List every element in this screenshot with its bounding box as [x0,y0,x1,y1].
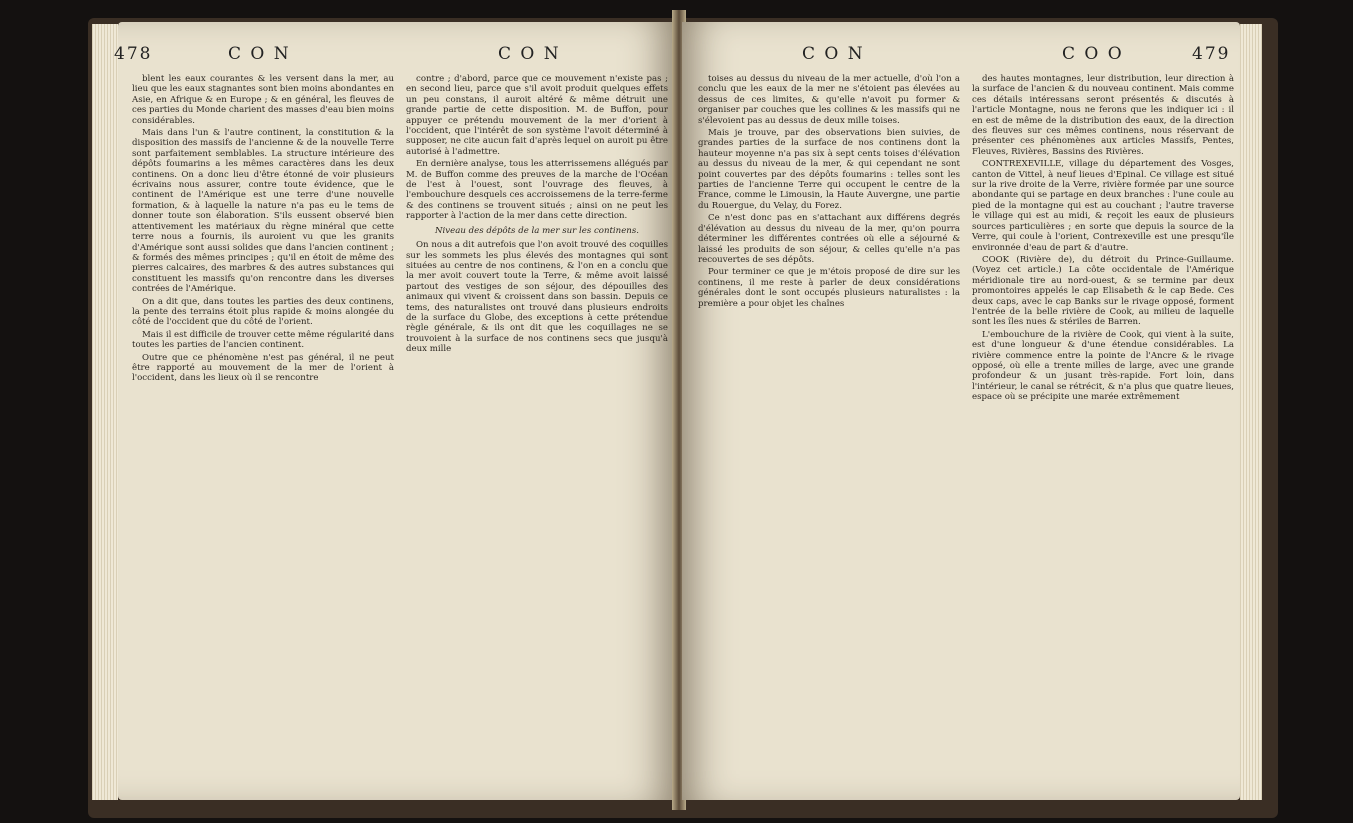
right-page [682,22,1240,800]
paragraph: Ce n'est donc pas en s'attachant aux différens degrés d'élévation au dessus du niveau de la mer, qu'on pourra déterminer les différentes contrées où elle a séjourné & laissé les produits de son séjour, & celles qu'elle n'a pas recouvertes de ses dépôts. [698,213,960,265]
left-column-1 [132,74,394,790]
paragraph: Outre que ce phénomène n'est pas général, il ne peut être rapporté au mouvement de la mer de l'orient à l'occident, dans les lieux où il se rencontre [132,352,394,384]
paragraph: Mais dans l'un & l'autre continent, la constitution & la disposition des massifs de l'ancienne & de la nouvelle Terre sont parfaitement semblables. La structure intérieure des dépôts foumarins a les mêmes caractères dans les deux continens. On a donc lieu d'être étonné de voir plusieurs écrivains nous assurer, contre toute évidence, que le continent de l'Amérique est une terre d'une nouvelle formation, & à laquelle la nature n'a pas eu le tems de donner toute son élaboration. S'ils eussent observé bien attentivement les matériaux du règne minéral que cette terre nous a fournis, ils auroient vu que les granits d'Amérique sont aussi solides que dans l'ancien continent ; & formés des mêmes principes ; qu'il en étoit de même des pierres calcaires, des marbres & des autres substances qui constituent les massifs qu'on rencontre dans les diverses contrées de l'Amérique. [132,128,394,295]
paragraph: toises au dessus du niveau de la mer actuelle, d'où l'on a conclu que les eaux de la mer ne s'étoient pas élevées au dessus de ces limites, & qu'elle n'avoit pu former & organiser par couches que les collines & les massifs qui ne s'élevoient pas au dessus de deux mille toises. [698,74,960,126]
paragraph: COOK (Rivière de), du détroit du Prince-Guillaume. (Voyez cet article.) La côte occidentale de l'Amérique méridionale tire au nord-ouest, & se termine par deux promontoires appelés le cap Elisabeth & le cap Bede. Ces deux caps, avec le cap Banks sur le rivage opposé, forment l'entrée de la belle rivière de Cook, au milieu de laquelle sont les îles nues & stériles de Barren. [972,254,1234,328]
left-header-right: C O N [498,44,561,64]
left-page-edges [92,24,118,800]
left-page [114,22,674,800]
section-heading: Niveau des dépôts de la mer sur les continens. [435,225,639,236]
paragraph: contre ; d'abord, parce que ce mouvement n'existe pas ; en second lieu, parce que s'il avoit produit quelques effets un peu constans, il auroit altéré & même détruit une grande partie de cette disposition. M. de Buffon, pour appuyer ce prétendu mouvement de la mer d'orient à l'occident, que l'intérêt de son système l'avoit déterminé à supposer, ne cite aucun fait d'après lequel on auroit pu être autorisé à l'admettre. [406,74,668,157]
paragraph: Mais il est difficile de trouver cette même régularité dans toutes les parties de l'ancien continent. [132,329,394,351]
paragraph: On nous a dit autrefois que l'on avoit trouvé des coquilles sur les sommets les plus élevés des montagnes qui sont situées au centre de nos continens, & l'on en a conclu que la mer avoit couvert toute la Terre, & même avoit laissé partout des vestiges de son séjour, des dépouilles des animaux qui vivent & croissent dans son bassin. Depuis ce tems, des naturalistes ont trouvé dans plusieurs endroits de la surface du Globe, des exceptions à cette prétendue règle générale, & ils ont dit que les coquillages ne se trouvoient à la surface de nos continens secs que jusqu'à deux mille [406,240,668,355]
right-column-2 [972,74,1234,790]
right-header-left: C O N [802,44,865,64]
paragraph: des hautes montagnes, leur distribution, leur direction à la surface de l'ancien & du nouveau continent. Mais comme ces détails intéressans seront présentés & discutés à l'article Montagne, nous ne ferons que les indiquer ici : il en est de même de la distribution des eaux, de la direction des fleuves sur ces mêmes continens, nous réservant de présenter ces phénomènes aux articles Massifs, Pentes, Fleuves, Rivières, Bassins des Rivières. [972,74,1234,157]
right-column-1 [698,74,960,790]
left-page-number: 478 [114,44,153,64]
right-header-right: C O O [1062,44,1124,64]
paragraph: En dernière analyse, tous les atterrissemens allégués par M. de Buffon comme des preuves de la marche de l'Océan de l'est à l'ouest, sont l'ouvrage des fleuves, à l'embouchure desquels ces accroissemens de la terre-ferme & des continens se trouvent situés ; ainsi on ne peut les rapporter à l'action de la mer dans cette direction. [406,159,668,222]
paragraph: CONTREXEVILLE, village du département des Vosges, canton de Vittel, à neuf lieues d'Epinal. Ce village est situé sur la rive droite de la Verre, rivière formée par une source abondante qui se partage en deux branches : l'une coule au pied de la montagne qui est au couchant ; l'autre traverse le village qui est au midi, & reçoit les eaux de plusieurs sources particulières ; en sorte que depuis la source de la Verre, qui coule à l'orient, Contrexeville est une presqu'île environnée d'eau de part & d'autre. [972,159,1234,253]
paragraph: Mais je trouve, par des observations bien suivies, de grandes parties de la surface de nos continens dont la hauteur moyenne n'a pas six à sept cents toises d'élévation au dessus du niveau de la mer, & qui cependant ne sont point couvertes par des dépôts foumarins : telles sont les parties de l'ancienne Terre qui occupent le centre de la France, comme le Limousin, la Haute Auvergne, une partie du Rouergue, du Velay, du Forez. [698,128,960,211]
right-page-number: 479 [1192,44,1231,64]
right-page-edges [1240,24,1262,800]
left-header-left: C O N [228,44,291,64]
left-column-2 [406,74,668,790]
paragraph: On a dit que, dans toutes les parties des deux continens, la pente des terrains étoit plus rapide & moins alongée du côté de l'occident que du côté de l'orient. [132,296,394,328]
paragraph: blent les eaux courantes & les versent dans la mer, au lieu que les eaux stagnantes sont bien moins abondantes en Asie, en Afrique & en Europe ; & en général, les fleuves de ces parties du Monde charient des masses d'eau bien moins considérables. [132,74,394,126]
paragraph: L'embouchure de la rivière de Cook, qui vient à la suite, est d'une longueur & d'une étendue considérables. La rivière commence entre la pointe de l'Ancre & le rivage opposé, où elle a trente milles de large, avec une grande profondeur & un jusant très-rapide. Fort loin, dans l'intérieur, le canal se rétrécit, & n'a plus que quatre lieues, espace où se précipite une marée extrêmement [972,329,1234,403]
paragraph: Pour terminer ce que je m'étois proposé de dire sur les continens, il me reste à parler de deux considérations générales dont le sont occupés plusieurs naturalistes : la première a pour objet les chaînes [698,267,960,309]
